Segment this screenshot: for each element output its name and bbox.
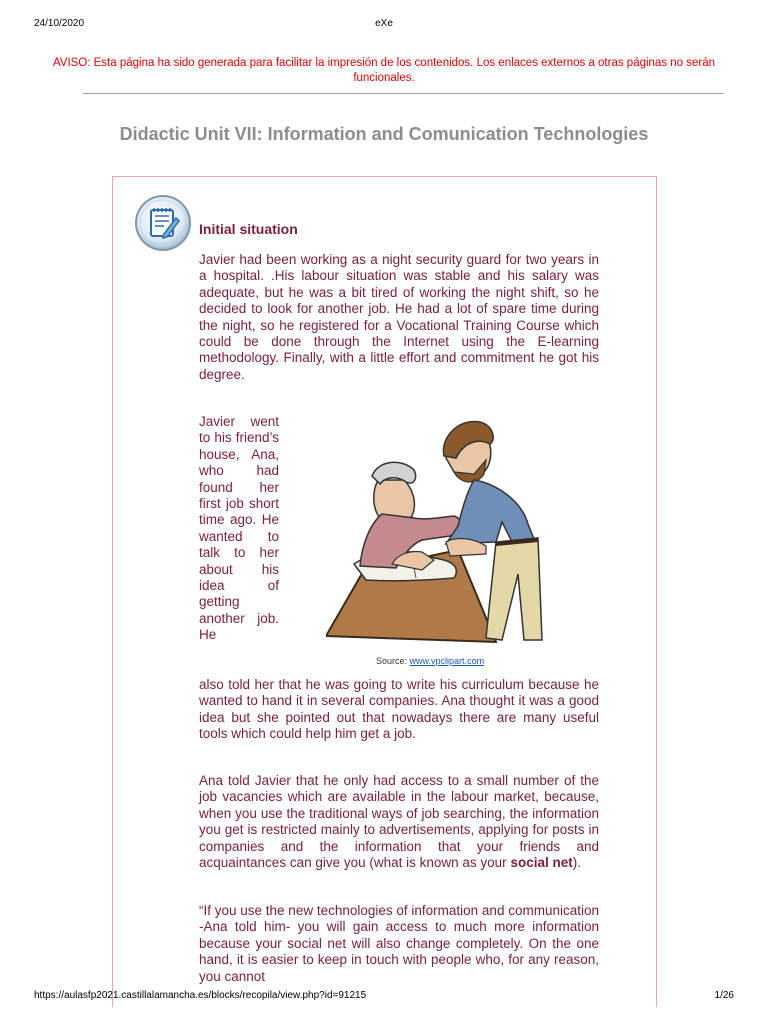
image-source-label: Source: (376, 656, 408, 666)
page-number: 1/26 (714, 990, 734, 1001)
unit-title: Didactic Unit VII: Information and Comunication Technologies (119, 124, 649, 144)
paragraph-1: Javier had been working as a night security guard for two years in a hospital. .His labour situation was stable and his salary was adequate, but he was a bit tired of working the night shift, so he decided to look for another job. He had a lot of spare time during the night, so he registered for a Vocational Training Course which could be done through the Internet using the E-learning methodology. Finally, with a little effort and commitment he got his degree. (199, 252, 599, 382)
illustration-two-men-reading (326, 414, 558, 644)
paragraph-2-part-2: also told her that he was going to write his curriculum because he wanted to hand it in several companies. Ana thought it was a good idea but she pointed out that nowadays there are many useful tools which could help him get a job. (199, 677, 599, 742)
section-title: Initial situation (199, 221, 298, 237)
print-date: 24/10/2020 (34, 18, 85, 29)
social-net-term: social net (510, 855, 573, 871)
paragraph-3-text: Ana told Javier that he only had access to a small number of the job vacancies which are available in the labour market, because, when you use the traditional ways of job searching, the information you get is restricted mainly to advertisements, applying for posts in companies and the information that your friends and acquaintances can give you (what is known as your (199, 773, 599, 871)
image-source-caption (376, 656, 484, 666)
paragraph-2-part-1: Javier went to his friend’s house, Ana, who had found her first job short time ago. He wanted to talk to her about his idea of getting another job. He (199, 414, 279, 643)
paragraph-4: “If you use the new technologies of information and communication -Ana told him- you will gain access to much more information because your social net will also change completely. On the one hand, it is easier to keep in touch with people who, for any reason, you cannot (199, 903, 599, 984)
notepad-pencil-icon (134, 194, 192, 252)
divider (83, 93, 724, 94)
paragraph-3 (199, 773, 599, 871)
paragraph-3-end: ). (572, 855, 581, 871)
print-app-name: eXe (375, 18, 393, 29)
print-notice: AVISO: Esta página ha sido generada para facilitar la impresión de los contenidos. Los enlaces externos a otras páginas no serán funcionales. (52, 57, 716, 84)
print-url: https://aulasfp2021.castillalamancha.es/blocks/recopila/view.php?id=91215 (34, 990, 367, 1001)
image-source-link[interactable]: www.vpclipart.com (409, 656, 485, 666)
print-header (34, 18, 734, 30)
print-footer (34, 990, 734, 1002)
